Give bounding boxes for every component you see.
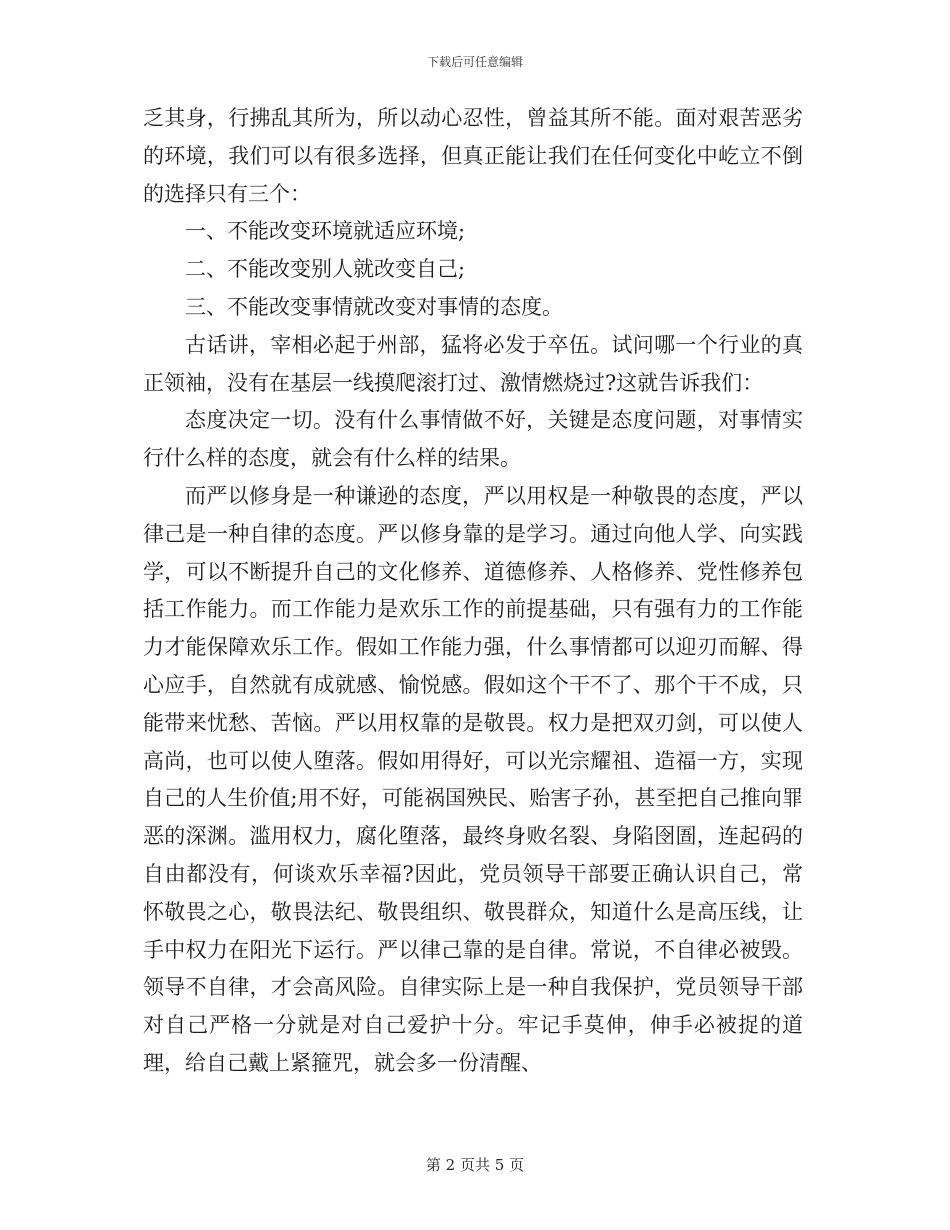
page-header-note: 下载后可任意编辑 xyxy=(426,55,523,69)
list-item-two: 二、不能改变别人就改变自己; xyxy=(185,257,466,282)
paragraph-proverb: 古话讲，宰相必起于州部，猛将必发于卒伍。试问哪一个行业的真正领袖，没有在基层一线摸爬滚打过、激情燃烧过?这就告诉我们： xyxy=(143,332,803,395)
list-item-three: 三、不能改变事情就改变对事情的态度。 xyxy=(185,294,563,319)
paragraph-attitude: 态度决定一切。没有什么事情做不好，关键是态度问题，对事情实行什么样的态度，就会有什么样的结果。 xyxy=(143,408,803,471)
paragraph-main: 而严以修身是一种谦逊的态度，严以用权是一种敬畏的态度，严以律己是一种自律的态度。严以修身靠的是学习。通过向他人学、向实践学，可以不断提升自己的文化修养、道德修养、人格修养、党性修养包括工作能力。而工作能力是欢乐工作的前提基础，只有强有力的工作能力才能保障欢乐工作。假如工作能力强，什么事情都可以迎刃而解、得心应手，自然就有成就感、愉悦感。假如这个干不了、那个干不成，只能带来忧愁、苦恼。严以用权靠的是敬畏。权力是把双刃剑，可以使人高尚，也可以使人堕落。假如用得好，可以光宗耀祖、造福一方，实现自己的人生价值;用不好，可能祸国殃民、贻害子孙，甚至把自己推向罪恶的深渊。滥用权力，腐化堕落，最终身败名裂、身陷囹圄，连起码的自由都没有，何谈欢乐幸福?因此，党员领导干部要正确认识自己，常怀敬畏之心，敬畏法纪、敬畏组织、敬畏群众，知道什么是高压线，让手中权力在阳光下运行。严以律己靠的是自律。常说，不自律必被毁。领导不自律，才会高风险。自律实际上是一种自我保护，党员领导干部对自己严格一分就是对自己爱护十分。牢记手莫伸，伸手必被捉的道理，给自己戴上紧箍咒，就会多一份清醒、 xyxy=(143,483,803,1075)
page-number: 第 2 页共 5 页 xyxy=(425,1156,525,1174)
document-body xyxy=(143,100,803,1083)
list-item-one: 一、不能改变环境就适应环境; xyxy=(185,219,466,244)
paragraph-continuation: 乏其身，行拂乱其所为，所以动心忍性，曾益其所不能。面对艰苦恶劣的环境，我们可以有很多选择，但真正能让我们在任何变化中屹立不倒的选择只有三个： xyxy=(143,106,803,206)
